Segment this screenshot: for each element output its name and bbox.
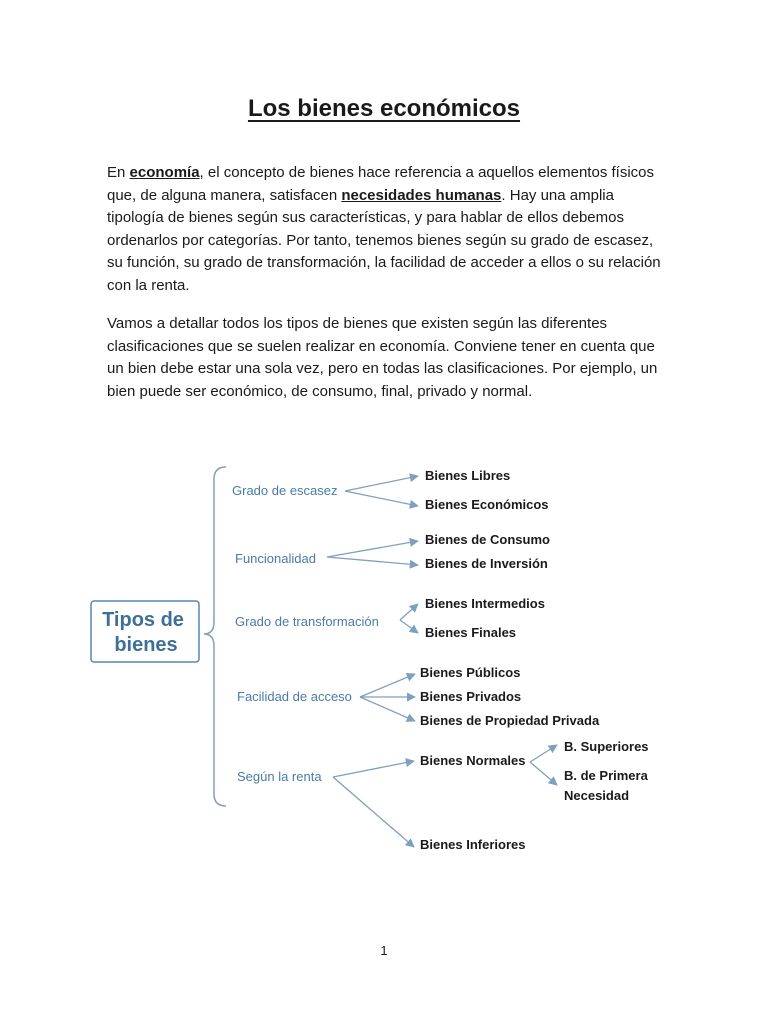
arrow-normales-superiores (530, 745, 557, 762)
leaf-bienes-intermedios: Bienes Intermedios (425, 596, 545, 611)
arrow-transf-finales (400, 620, 418, 633)
root-label-line2: bienes (114, 634, 178, 656)
leaf-bienes-economicos: Bienes Económicos (425, 497, 549, 512)
category-funcionalidad: Funcionalidad (235, 551, 316, 566)
page-title: Los bienes económicos (247, 95, 521, 122)
leaf-bienes-inferiores: Bienes Inferiores (420, 837, 526, 852)
arrow-renta-normales (333, 761, 414, 777)
leaf-bienes-consumo: Bienes de Consumo (425, 532, 550, 547)
leaf-bienes-finales: Bienes Finales (425, 625, 517, 640)
arrow-renta-inferiores (333, 777, 414, 847)
intro-text-e: . Hay una amplia tipología de bienes según sus características, y para hablar de ellos debemos ordenarlos por categorías. Por tanto, tenemos bienes según su grado de escasez, su función, su grado de transformación, la facilidad de acceder a ellos o su relación con la renta. (107, 186, 661, 294)
economia-link[interactable]: economía (129, 164, 200, 181)
subleaf-primera-necesidad-line1: B. de Primera (564, 768, 648, 783)
page-number: 1 (380, 943, 388, 958)
subleaf-superiores: B. Superiores (564, 739, 649, 754)
arrow-normales-primera (530, 762, 557, 785)
arrow-escasez-economicos (345, 491, 418, 506)
category-facilidad-acceso: Facilidad de acceso (237, 689, 352, 704)
intro-text-c: , el concepto de bienes hace referencia a aquellos elementos físicos que, de alguna manera, satisfacen (107, 164, 654, 204)
category-grado-transformacion: Grado de transformación (235, 614, 379, 629)
arrow-acceso-publicos (360, 674, 415, 697)
arrow-func-inversion (327, 557, 418, 565)
arrow-escasez-libres (345, 476, 418, 491)
leaf-bienes-normales: Bienes Normales (420, 753, 526, 768)
arrow-acceso-propiedad (360, 697, 415, 721)
leaf-bienes-libres: Bienes Libres (425, 468, 511, 483)
arrow-transf-intermedios (400, 604, 418, 620)
leaf-bienes-privados: Bienes Privados (420, 689, 522, 704)
intro-text-a: En (107, 164, 130, 181)
arrow-func-consumo (327, 541, 418, 557)
category-grado-escasez: Grado de escasez (232, 483, 338, 498)
leaf-bienes-propiedad-privada: Bienes de Propiedad Privada (420, 713, 600, 728)
subleaf-primera-necesidad-line2: Necesidad (564, 788, 630, 803)
second-paragraph: Vamos a detallar todos los tipos de bienes que existen según las diferentes clasificaciones que se suelen realizar en economía. Conviene tener en cuenta que un bien debe estar una sola vez, pero en todas las clasificaciones. Por ejemplo, un bien puede ser económico, de consumo, final, privado y normal. (107, 315, 658, 400)
category-segun-renta: Según la renta (237, 769, 322, 784)
leaf-bienes-publicos: Bienes Públicos (420, 665, 521, 680)
main-bracket (204, 467, 226, 806)
leaf-bienes-inversion: Bienes de Inversión (425, 556, 548, 571)
necesidades-link[interactable]: necesidades humanas (341, 186, 502, 204)
root-label-line1: Tipos de (102, 609, 184, 631)
